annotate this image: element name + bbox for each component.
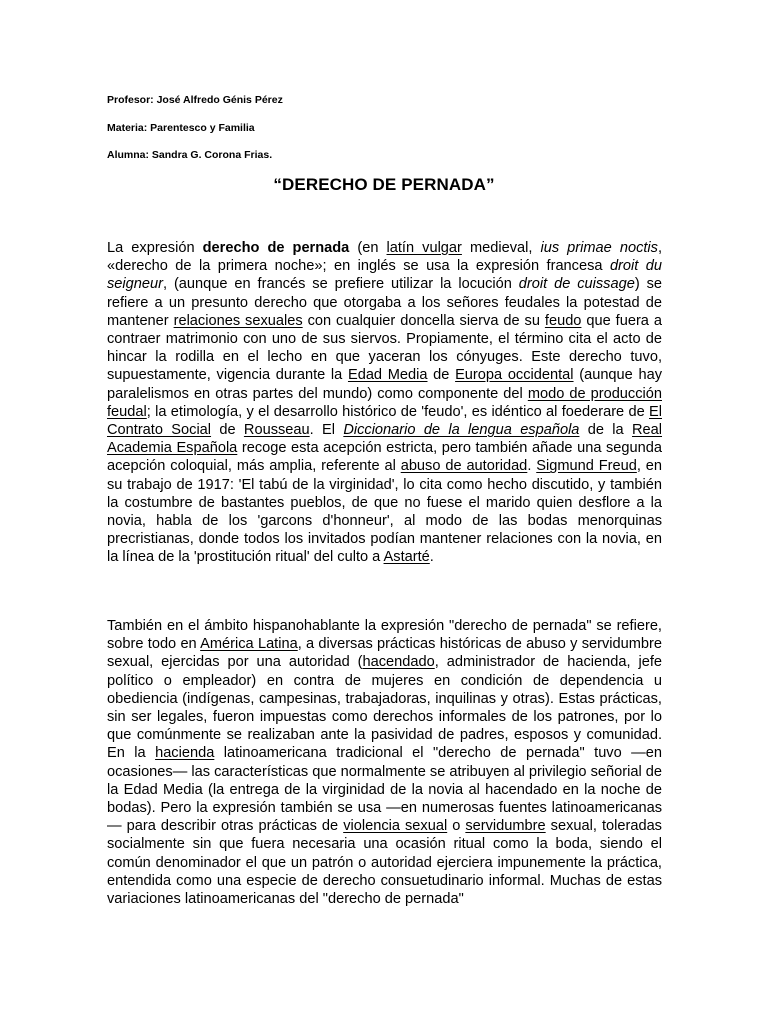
paragraph-2 [107, 617, 662, 908]
text-run: , a diversas prácticas históricas de abuso y servidumbre sexual, ejercidas por una autoridad ( [107, 636, 662, 671]
italic-term: droit du seigneur [107, 258, 662, 293]
header-alumna: Alumna: Sandra G. Corona Frias. [107, 149, 273, 161]
link-hacendado[interactable]: hacendado [362, 654, 435, 671]
link-abuso-de-autoridad[interactable]: abuso de autoridad [400, 458, 528, 475]
link-europa-occidental[interactable]: Europa occidental [455, 367, 574, 384]
link-feudo[interactable]: feudo [544, 312, 582, 329]
link-servidumbre[interactable]: servidumbre [465, 818, 546, 835]
text-run: de la [579, 422, 632, 439]
text-run: , «derecho de la primera noche»; en inglés se usa la expresión francesa [107, 240, 663, 275]
text-run: de [427, 367, 456, 384]
link-relaciones-sexuales[interactable]: relaciones sexuales [173, 312, 303, 329]
link-astarte[interactable]: Astarté [383, 549, 430, 566]
text-run: sexual, toleradas socialmente sin que fuera necesaria una ocasión ritual como la boda, siendo el común denominador el que un patrón o autoridad ejerciera impunemente la práctica, entendida como una especie de derecho consuetudinario informal. Muchas de estas variaciones latinoamericanas del "derecho de pernada" [107, 818, 662, 908]
text-run: La expresión [107, 240, 203, 256]
link-el-contrato-social[interactable]: El Contrato Social [107, 403, 662, 439]
link-diccionario[interactable]: Diccionario de la lengua española [343, 422, 580, 439]
link-violencia-sexual[interactable]: violencia sexual [343, 818, 448, 835]
text-run: con cualquier doncella sierva de su [302, 312, 545, 329]
italic-term: ius primae noctis [540, 240, 658, 256]
text-run: ) se refiere a un presunto derecho que otorgaba a los señores feudales la potestad de mantener [107, 276, 662, 329]
text-run: ; la etimología, y el desarrollo histórico de 'feudo', es idéntico al foederare de [146, 403, 650, 420]
link-modo-de-produccion-feudal[interactable]: modo de producción feudal [107, 385, 662, 420]
text-run: (en [349, 240, 387, 256]
text-run: , (aunque en francés se prefiere utilizar la locución [162, 276, 519, 293]
link-america-latina[interactable]: América Latina [200, 636, 298, 653]
text-run: medieval, [461, 240, 541, 256]
text-run: . El [309, 422, 344, 439]
text-run: , en su trabajo de 1917: 'El tabú de la virginidad', lo cita como hecho discutido, y también la costumbre de bastantes pueblos, de que no fuese el marido quien desflore a la novia, habla de los 'garcons d'honneur', al modo de las bodas menorquinas precristianas, donde todos los invitados podían mantener relaciones con la novia, en la línea de la 'prostitución ritual' del culto a [107, 458, 663, 566]
header-materia: Materia: Parentesco y Familia [107, 122, 255, 134]
text-run: . [429, 549, 434, 566]
link-hacienda[interactable]: hacienda [155, 745, 215, 762]
text-run: (aunque hay paralelismos en otras partes del mundo) como componente del [107, 367, 662, 402]
bold-term: derecho de pernada [202, 240, 350, 256]
link-real-academia-espanola[interactable]: Real Academia Española [107, 422, 663, 457]
paragraph-1 [107, 239, 662, 567]
text-run: latinoamericana tradicional el "derecho de pernada" tuvo —en ocasiones— las características que normalmente se atribuyen al privilegio señorial de la Edad Media (la entrega de la virginidad de la novia al hacendado en la noche de bodas). Pero la expresión también se usa —en numerosas fuentes latinoamericanas— para describir otras prácticas de [107, 745, 662, 835]
italic-term: droit de cuissage [518, 276, 635, 293]
header-profesor: Profesor: José Alfredo Génis Pérez [107, 94, 283, 106]
text-run: o [447, 818, 466, 835]
link-edad-media[interactable]: Edad Media [347, 367, 428, 384]
text-run: También en el ámbito hispanohablante la expresión "derecho de pernada" se refiere, sobre todo en [107, 618, 662, 653]
link-latin-vulgar[interactable]: latín vulgar [386, 240, 462, 256]
link-sigmund-freud[interactable]: Sigmund Freud [536, 458, 637, 475]
link-rousseau[interactable]: Rousseau [243, 422, 310, 439]
document-title: “DERECHO DE PERNADA” [273, 175, 495, 194]
text-run: , administrador de hacienda, jefe político o empleador) en contra de mujeres en condición de dependencia u obediencia (indígenas, campesinas, trabajadoras, inquilinas y otras). Estas prácticas, sin ser legales, fueron impuestas como derechos informales de los patrones, por lo que comúnmente se realizaban ante la pasividad de padres, esposos y comunidad. En la [107, 654, 662, 762]
text-run: de [211, 422, 244, 439]
text-run: recoge esta acepción estricta, pero también añade una segunda acepción coloquial, más amplia, referente al [107, 440, 662, 475]
text-run: que fuera a contraer matrimonio con uno de sus siervos. Propiamente, el término cita el acto de hincar la rodilla en el lecho en que yaceran los cónyuges. Este derecho tuvo, supuestamente, vigencia durante la [107, 312, 662, 384]
text-run: . [527, 458, 537, 475]
